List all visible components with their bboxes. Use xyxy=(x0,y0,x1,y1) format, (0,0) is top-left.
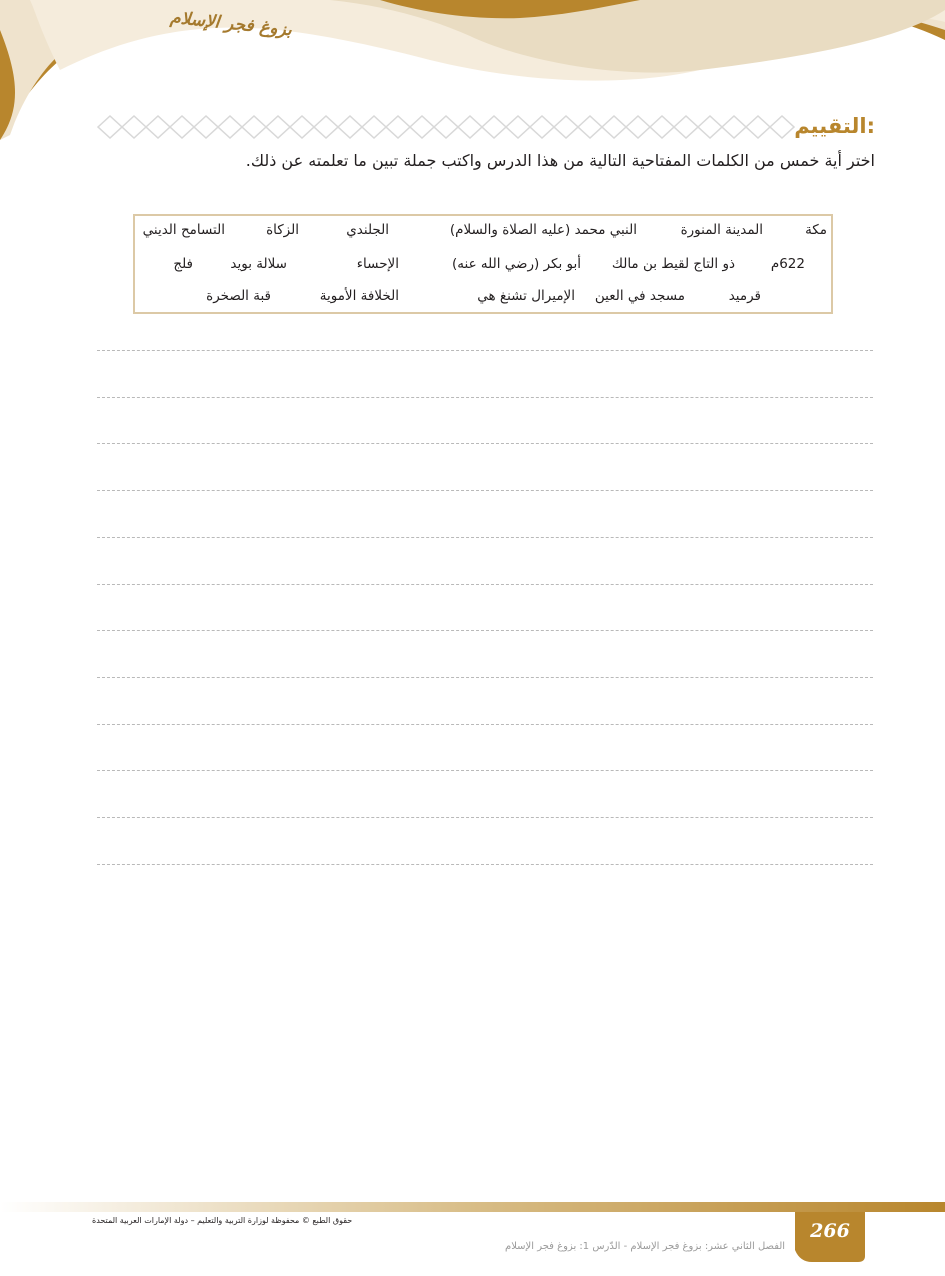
keyword: الخلافة الأموية xyxy=(319,288,399,304)
keyword: قرميد xyxy=(728,288,761,304)
keyword: مسجد في العين xyxy=(594,288,685,304)
answer-lines xyxy=(97,0,873,1276)
answer-line[interactable] xyxy=(97,350,873,351)
keyword: مكة xyxy=(805,222,827,238)
keyword: ذو التاج لقيط بن مالك xyxy=(611,256,735,272)
page-number: 266 xyxy=(810,1220,850,1242)
answer-line[interactable] xyxy=(97,584,873,585)
answer-line[interactable] xyxy=(97,864,873,865)
keyword: سلالة بويد xyxy=(230,256,287,272)
answer-line[interactable] xyxy=(97,817,873,818)
keyword: المدينة المنورة xyxy=(680,222,763,238)
keyword: الجلندي xyxy=(346,222,389,238)
section-title: التقييم: xyxy=(794,114,875,138)
keyword: الإحساء xyxy=(356,256,399,272)
keyword: الزكاة xyxy=(266,222,299,238)
instruction-text: اختر أية خمس من الكلمات المفتاحية التالية من هذا الدرس واكتب جملة تبين ما تعلمته عن ذلك. xyxy=(245,151,875,170)
answer-line[interactable] xyxy=(97,443,873,444)
footer-lesson-title: الفصل الثاني عشر: بزوغ فجر الإسلام - الدّرس 1: بزوغ فجر الإسلام xyxy=(505,1241,786,1252)
footer-bar xyxy=(0,1198,945,1268)
keyword: التسامح الديني xyxy=(142,222,225,238)
keyword: قبة الصخرة xyxy=(206,288,271,304)
keyword: 622م xyxy=(770,256,805,272)
answer-line[interactable] xyxy=(97,724,873,725)
answer-line[interactable] xyxy=(97,770,873,771)
keyword: أبو بكر (رضي الله عنه) xyxy=(451,256,581,272)
answer-line[interactable] xyxy=(97,397,873,398)
keyword: الإميرال تشنغ هي xyxy=(477,288,575,304)
keyword: النبي محمد (عليه الصلاة والسلام) xyxy=(449,222,637,238)
unit-title: بزوغ فجر الإسلام xyxy=(169,7,293,41)
answer-line[interactable] xyxy=(97,677,873,678)
answer-line[interactable] xyxy=(97,630,873,631)
keyword: فلج xyxy=(173,256,193,272)
copyright-text: حقوق الطبع © محفوظة لوزارة التربية والتعليم – دولة الإمارات العربية المتحدة xyxy=(92,1216,353,1225)
answer-line[interactable] xyxy=(97,490,873,491)
answer-line[interactable] xyxy=(97,537,873,538)
